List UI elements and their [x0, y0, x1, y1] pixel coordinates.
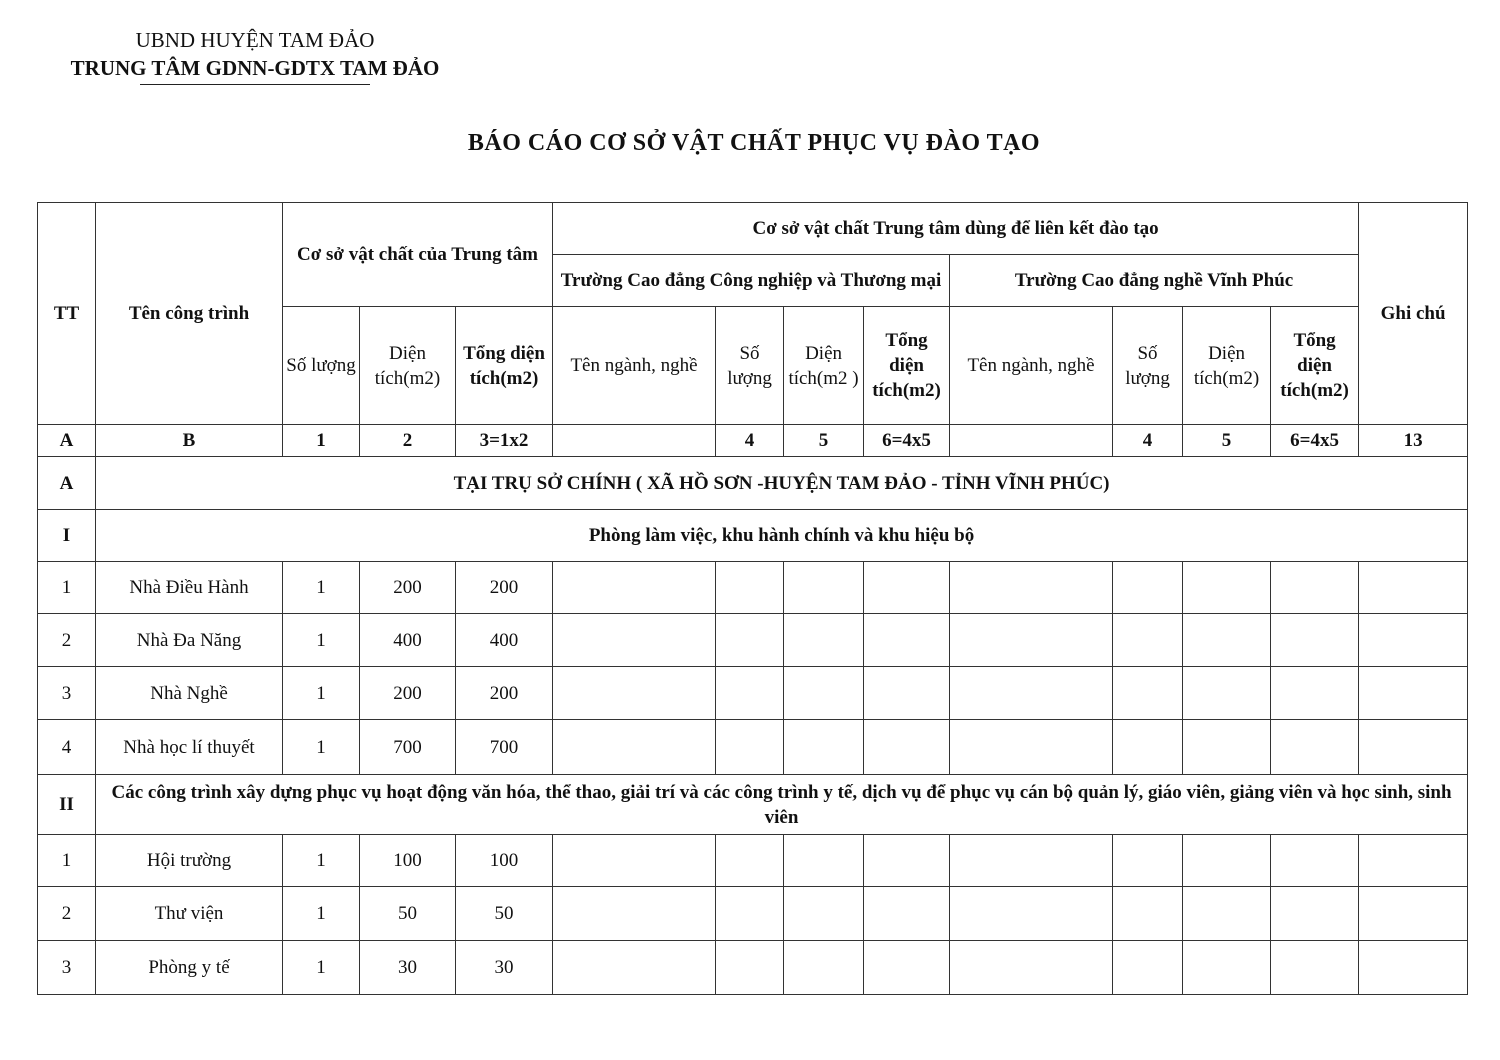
group-row-1 — [38, 510, 1468, 562]
empty-cell — [1271, 562, 1359, 614]
empty-cell — [950, 941, 1113, 995]
row-tong: 400 — [456, 614, 553, 667]
empty-cell — [716, 941, 784, 995]
empty-cell — [716, 614, 784, 667]
empty-cell — [1183, 720, 1271, 775]
empty-cell — [1183, 667, 1271, 720]
index-cell: 5 — [1183, 425, 1271, 457]
index-row — [38, 425, 1468, 457]
org-parent: UBND HUYỆN TAM ĐẢO — [135, 28, 375, 52]
empty-cell — [553, 887, 716, 941]
row-name: Hội trường — [96, 835, 283, 887]
empty-cell — [1113, 667, 1183, 720]
table-row — [38, 887, 1468, 941]
index-cell — [950, 425, 1113, 457]
empty-cell — [553, 835, 716, 887]
empty-cell — [784, 667, 864, 720]
index-cell: 2 — [360, 425, 456, 457]
empty-cell — [950, 887, 1113, 941]
empty-cell — [716, 835, 784, 887]
row-dien-tich: 200 — [360, 667, 456, 720]
empty-cell — [1359, 614, 1468, 667]
empty-cell — [864, 562, 950, 614]
empty-cell — [950, 667, 1113, 720]
row-tong: 50 — [456, 887, 553, 941]
org-name: TRUNG TÂM GDNN-GDTX TAM ĐẢO — [70, 56, 440, 80]
header-so-luong-1: Số lượng — [716, 307, 784, 425]
empty-cell — [950, 614, 1113, 667]
row-name: Nhà Nghề — [96, 667, 283, 720]
row-dien-tich: 100 — [360, 835, 456, 887]
row-name: Nhà Đa Năng — [96, 614, 283, 667]
empty-cell — [784, 941, 864, 995]
section-label: TẠI TRỤ SỞ CHÍNH ( XÃ HỒ SƠN -HUYỆN TAM ĐẢO - TỈNH VĨNH PHÚC) — [96, 457, 1468, 510]
table-row — [38, 941, 1468, 995]
header-csvc-trung-tam: Cơ sở vật chất của Trung tâm — [283, 203, 553, 307]
row-tt: 2 — [38, 887, 96, 941]
index-cell: 4 — [1113, 425, 1183, 457]
empty-cell — [1113, 941, 1183, 995]
index-cell: 3=1x2 — [456, 425, 553, 457]
header-truong-vinh-phuc: Trường Cao đẳng nghề Vĩnh Phúc — [950, 255, 1359, 307]
empty-cell — [1183, 887, 1271, 941]
index-cell: B — [96, 425, 283, 457]
header-ten-nganh-nghe-1: Tên ngành, nghề — [553, 307, 716, 425]
row-tt: 4 — [38, 720, 96, 775]
empty-cell — [1359, 720, 1468, 775]
group-code: II — [38, 775, 96, 835]
table-row — [38, 835, 1468, 887]
row-tt: 3 — [38, 667, 96, 720]
empty-cell — [784, 720, 864, 775]
index-cell: 6=4x5 — [1271, 425, 1359, 457]
empty-cell — [864, 614, 950, 667]
empty-cell — [950, 720, 1113, 775]
row-so-luong: 1 — [283, 835, 360, 887]
empty-cell — [716, 887, 784, 941]
row-tt: 3 — [38, 941, 96, 995]
empty-cell — [1271, 887, 1359, 941]
index-cell: 6=4x5 — [864, 425, 950, 457]
empty-cell — [1271, 667, 1359, 720]
row-name: Phòng y tế — [96, 941, 283, 995]
row-tong: 30 — [456, 941, 553, 995]
empty-cell — [716, 720, 784, 775]
row-so-luong: 1 — [283, 887, 360, 941]
row-so-luong: 1 — [283, 720, 360, 775]
index-cell: 13 — [1359, 425, 1468, 457]
empty-cell — [864, 720, 950, 775]
header-dien-tich-1: Diện tích(m2 ) — [784, 307, 864, 425]
header-tong-dien-tich-2: Tổng diện tích(m2) — [1271, 307, 1359, 425]
header-ten-nganh-nghe-2: Tên ngành, nghề — [950, 307, 1113, 425]
empty-cell — [1183, 941, 1271, 995]
empty-cell — [864, 941, 950, 995]
header-dien-tich-2: Diện tích(m2) — [1183, 307, 1271, 425]
header-ghi-chu: Ghi chú — [1359, 203, 1468, 425]
empty-cell — [1113, 835, 1183, 887]
table-row — [38, 562, 1468, 614]
header-row-1 — [38, 203, 1468, 255]
row-tt: 2 — [38, 614, 96, 667]
index-cell: 4 — [716, 425, 784, 457]
header-tong-dien-tich: Tổng diện tích(m2) — [456, 307, 553, 425]
empty-cell — [950, 835, 1113, 887]
empty-cell — [1113, 887, 1183, 941]
group-label: Phòng làm việc, khu hành chính và khu hiệu bộ — [96, 510, 1468, 562]
empty-cell — [716, 562, 784, 614]
index-cell — [553, 425, 716, 457]
row-so-luong: 1 — [283, 614, 360, 667]
empty-cell — [553, 614, 716, 667]
empty-cell — [1359, 835, 1468, 887]
group-row-2 — [38, 775, 1468, 835]
empty-cell — [1271, 941, 1359, 995]
row-so-luong: 1 — [283, 941, 360, 995]
empty-cell — [864, 667, 950, 720]
facilities-table — [37, 202, 1468, 995]
empty-cell — [1359, 941, 1468, 995]
empty-cell — [1271, 614, 1359, 667]
empty-cell — [864, 887, 950, 941]
report-title: BÁO CÁO CƠ SỞ VẬT CHẤT PHỤC VỤ ĐÀO TẠO — [467, 130, 1041, 156]
row-tong: 100 — [456, 835, 553, 887]
org-underline — [140, 84, 370, 85]
index-cell: A — [38, 425, 96, 457]
header-so-luong: Số lượng — [283, 307, 360, 425]
empty-cell — [1271, 720, 1359, 775]
header-ten-cong-trinh: Tên công trình — [96, 203, 283, 425]
empty-cell — [1113, 720, 1183, 775]
empty-cell — [1359, 562, 1468, 614]
header-so-luong-2: Số lượng — [1113, 307, 1183, 425]
empty-cell — [553, 562, 716, 614]
row-tt: 1 — [38, 835, 96, 887]
row-dien-tich: 700 — [360, 720, 456, 775]
header-dien-tich: Diện tích(m2) — [360, 307, 456, 425]
header-tong-dien-tich-1: Tổng diện tích(m2) — [864, 307, 950, 425]
section-code: A — [38, 457, 96, 510]
empty-cell — [1113, 562, 1183, 614]
index-cell: 1 — [283, 425, 360, 457]
row-name: Nhà học lí thuyết — [96, 720, 283, 775]
empty-cell — [1183, 835, 1271, 887]
org-header — [40, 26, 470, 85]
group-label: Các công trình xây dựng phục vụ hoạt động văn hóa, thể thao, giải trí và các công trình y tế, dịch vụ để phục vụ cán bộ quản lý, giáo viên, giảng viên và học sinh, sinh viên — [96, 775, 1468, 835]
header-tt: TT — [38, 203, 96, 425]
empty-cell — [1113, 614, 1183, 667]
empty-cell — [784, 562, 864, 614]
empty-cell — [784, 835, 864, 887]
empty-cell — [1183, 614, 1271, 667]
empty-cell — [1183, 562, 1271, 614]
index-cell: 5 — [784, 425, 864, 457]
row-tong: 200 — [456, 562, 553, 614]
header-truong-cong-nghiep: Trường Cao đẳng Công nghiệp và Thương mại — [553, 255, 950, 307]
empty-cell — [864, 835, 950, 887]
table-row — [38, 614, 1468, 667]
row-dien-tich: 400 — [360, 614, 456, 667]
row-so-luong: 1 — [283, 562, 360, 614]
empty-cell — [553, 941, 716, 995]
empty-cell — [784, 614, 864, 667]
empty-cell — [950, 562, 1113, 614]
empty-cell — [1359, 667, 1468, 720]
empty-cell — [553, 667, 716, 720]
group-code: I — [38, 510, 96, 562]
row-dien-tich: 50 — [360, 887, 456, 941]
row-dien-tich: 200 — [360, 562, 456, 614]
empty-cell — [1271, 835, 1359, 887]
row-dien-tich: 30 — [360, 941, 456, 995]
table-row — [38, 667, 1468, 720]
row-tt: 1 — [38, 562, 96, 614]
table-row — [38, 720, 1468, 775]
row-name: Nhà Điều Hành — [96, 562, 283, 614]
row-tong: 700 — [456, 720, 553, 775]
empty-cell — [553, 720, 716, 775]
empty-cell — [784, 887, 864, 941]
header-csvc-lien-ket: Cơ sở vật chất Trung tâm dùng để liên kết đào tạo — [553, 203, 1359, 255]
row-name: Thư viện — [96, 887, 283, 941]
section-row-a — [38, 457, 1468, 510]
row-tong: 200 — [456, 667, 553, 720]
empty-cell — [716, 667, 784, 720]
empty-cell — [1359, 887, 1468, 941]
row-so-luong: 1 — [283, 667, 360, 720]
